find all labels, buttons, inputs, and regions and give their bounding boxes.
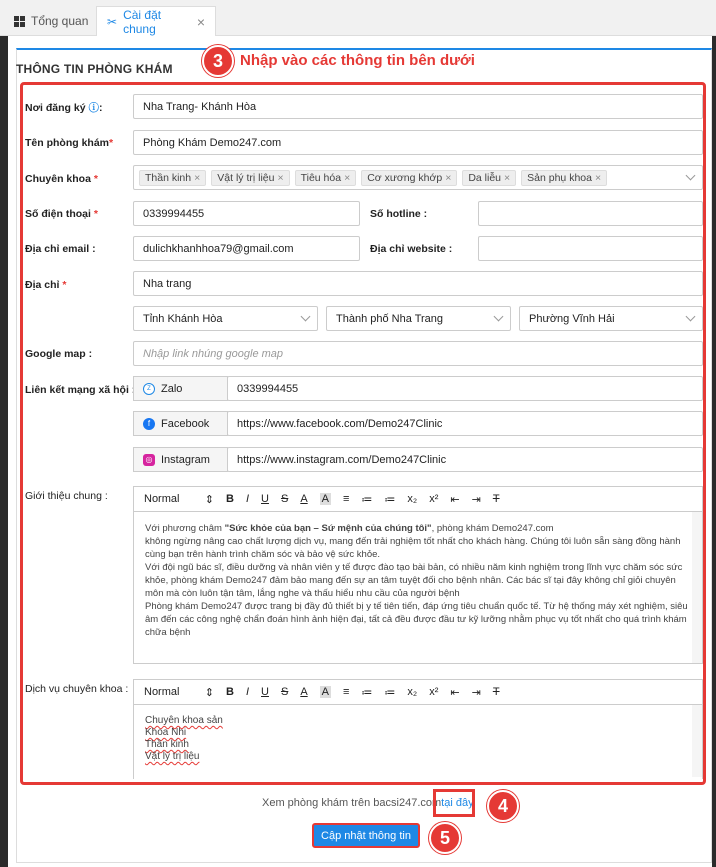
instagram-label: ◎ Instagram	[133, 447, 228, 472]
introduction-editor[interactable]	[133, 486, 703, 664]
facebook-field[interactable]: https://www.facebook.com/Demo247Clinic	[227, 411, 703, 436]
services-content[interactable]	[134, 705, 702, 777]
introduction-label: Giới thiệu chung :	[25, 490, 108, 502]
section-title: THÔNG TIN PHÒNG KHÁM	[16, 62, 173, 76]
specialty-tag: Thần kinh ×	[139, 170, 206, 186]
link-annotation-box	[433, 789, 475, 817]
style-select[interactable]: Normal ⇕	[144, 492, 214, 506]
bold-button[interactable]: B	[226, 686, 234, 698]
specialty-tag: Cơ xương khớp ×	[361, 170, 457, 186]
clinic-name-label: Tên phòng khám*	[25, 137, 114, 149]
outdent-button[interactable]: ⇤	[450, 493, 460, 506]
facebook-icon: f	[143, 418, 155, 430]
tab-overview-label: Tổng quan	[31, 14, 89, 28]
view-clinic-text: Xem phòng khám trên bacsi247.comtại đây.	[262, 797, 476, 809]
service-item: Thần kinh	[145, 739, 189, 750]
facebook-label: f Facebook	[133, 411, 228, 436]
superscript-button[interactable]: x²	[429, 493, 439, 505]
city-value: Thành phố Nha Trang	[336, 312, 444, 325]
ordered-list-button[interactable]: ≔	[361, 686, 373, 699]
editor-toolbar	[134, 680, 702, 705]
align-button[interactable]: ≡	[343, 686, 350, 698]
clinic-name-field[interactable]: Phòng Khám Demo247.com	[133, 130, 703, 155]
scrollbar[interactable]	[692, 512, 702, 663]
chevron-down-icon	[686, 171, 696, 181]
website-field[interactable]	[478, 236, 703, 261]
services-label: Dịch vụ chuyên khoa :	[25, 683, 129, 695]
underline-button[interactable]: U	[261, 493, 269, 505]
strike-button[interactable]: S	[280, 686, 289, 698]
google-map-placeholder: Nhập link nhúng google map	[143, 347, 284, 360]
instagram-field[interactable]: https://www.instagram.com/Demo247Clinic	[227, 447, 703, 472]
step-4-badge: 4	[487, 790, 519, 822]
chevron-down-icon	[686, 312, 696, 322]
ward-value: Phường Vĩnh Hải	[529, 312, 615, 325]
intro-paragraph: không ngừng nâng cao chất lượng dịch vụ, mang đến trải nghiệm tốt nhất cho khách hàng. Chúng tôi luôn sẵn sàng đồng hành cùng bạn trên hành trình chăm sóc và bảo vệ sức khỏe.	[145, 536, 681, 560]
hotline-field[interactable]	[478, 201, 703, 226]
province-select[interactable]	[133, 306, 318, 331]
email-field[interactable]: dulichkhanhhoa79@gmail.com	[133, 236, 360, 261]
service-item: Chuyên khoa sản	[145, 715, 223, 726]
service-item: Khoa Nhi	[145, 727, 187, 738]
align-button[interactable]: ≡	[343, 493, 350, 505]
remove-tag-icon[interactable]: ×	[344, 171, 351, 184]
bullet-list-button[interactable]: ≔	[384, 493, 396, 506]
zalo-label: Z Zalo	[133, 376, 228, 401]
text-color-button[interactable]: A	[300, 493, 308, 505]
italic-button[interactable]: I	[245, 686, 250, 698]
ward-select[interactable]	[519, 306, 703, 331]
indent-button[interactable]: ⇥	[471, 493, 481, 506]
google-map-field[interactable]	[133, 341, 703, 366]
remove-tag-icon[interactable]: ×	[504, 171, 511, 184]
bold-button[interactable]: B	[226, 493, 234, 505]
ordered-list-button[interactable]: ≔	[361, 493, 373, 506]
specialty-select[interactable]	[133, 165, 703, 190]
address-field[interactable]: Nha trang	[133, 271, 703, 296]
zalo-icon: Z	[143, 383, 155, 395]
intro-paragraph: Với đội ngũ bác sĩ, điều dưỡng và nhân viên y tế được đào tạo bài bản, có nhiều năm kinh nghiệm trong lĩnh vực chăm sóc sức khỏe, phòng khám Demo247 đảm bảo mang đến sự an tâm tuyệt đối cho bệnh nhân. Các bác sĩ tại đây không chỉ giỏi chuyên môn mà còn luôn tận tâm, lắng nghe và thấu hiểu nhu cầu của người bệnh	[145, 562, 683, 599]
tab-general-settings[interactable]	[96, 6, 216, 36]
intro-paragraph: Phòng khám Demo247 được trang bị đầy đủ thiết bị y tế tiên tiến, đáp ứng tiêu chuẩn quốc tế. Từ hệ thống máy xét nghiệm, siêu âm đến các công nghệ chẩn đoán hình ảnh hiện đại, tất cả đều được đầu tư kỹ lưỡng nhằm phục vụ tốt nhất cho quá trình khám chữa bệnh	[145, 601, 688, 638]
zalo-field[interactable]: 0339994455	[227, 376, 703, 401]
google-map-label: Google map :	[25, 348, 93, 360]
remove-tag-icon[interactable]: ×	[445, 171, 452, 184]
text-color-button[interactable]: A	[300, 686, 308, 698]
hotline-label: Số hotline :	[370, 208, 428, 220]
tab-bar	[0, 0, 716, 36]
service-item: Vật lý trị liệu	[145, 751, 200, 762]
specialty-tag: Da liễu ×	[462, 170, 516, 186]
indent-button[interactable]: ⇥	[471, 686, 481, 699]
view-clinic-link[interactable]: tại đây.	[441, 797, 476, 809]
phone-label: Số điện thoại *	[25, 208, 98, 220]
scrollbar[interactable]	[692, 705, 702, 777]
specialty-tag: Sản phụ khoa ×	[521, 170, 607, 186]
clear-format-button[interactable]: T	[492, 686, 500, 698]
specialty-tag: Vật lý trị liệu ×	[211, 170, 289, 186]
specialty-tag: Tiêu hóa ×	[295, 170, 357, 186]
website-label: Địa chỉ website :	[370, 243, 453, 255]
clear-format-button[interactable]: T	[492, 493, 500, 505]
bg-color-button[interactable]: A	[321, 686, 329, 698]
tab-general-settings-label: Cài đặt chung	[123, 7, 162, 36]
step-3-text: Nhập vào các thông tin bên dưới	[240, 52, 475, 69]
province-value: Tỉnh Khánh Hòa	[143, 312, 223, 325]
social-label: Liên kết mạng xã hội	[25, 384, 129, 396]
subscript-button[interactable]: x₂	[407, 493, 418, 505]
superscript-button[interactable]: x²	[429, 686, 439, 698]
instagram-icon: ◎	[143, 454, 155, 466]
chevron-down-icon	[301, 312, 311, 322]
info-icon: ⓘ	[88, 102, 99, 114]
tab-overview[interactable]	[4, 6, 98, 36]
style-select[interactable]: Normal ⇕	[144, 685, 214, 699]
specialty-label: Chuyên khoa *	[25, 173, 98, 185]
city-select[interactable]	[326, 306, 511, 331]
phone-field[interactable]: 0339994455	[133, 201, 360, 226]
editor-toolbar	[134, 487, 702, 512]
remove-tag-icon[interactable]: ×	[277, 171, 284, 184]
close-tab-icon[interactable]: ×	[196, 13, 205, 30]
outdent-button[interactable]: ⇤	[450, 686, 460, 699]
dashboard-icon	[14, 16, 25, 27]
update-info-button[interactable]: Cập nhật thông tin	[312, 823, 420, 848]
bullet-list-button[interactable]: ≔	[384, 686, 396, 699]
tools-icon: ✂	[107, 14, 118, 29]
registration-place-label: Nơi đăng ký ⓘ:	[25, 102, 103, 114]
email-label: Địa chỉ email :	[25, 243, 96, 255]
remove-tag-icon[interactable]: ×	[594, 171, 602, 184]
services-editor[interactable]	[133, 679, 703, 779]
bg-color-button[interactable]: A	[321, 493, 329, 505]
underline-button[interactable]: U	[261, 686, 269, 698]
step-3-badge: 3	[202, 45, 234, 77]
step-5-badge: 5	[429, 822, 461, 854]
subscript-button[interactable]: x₂	[407, 686, 418, 698]
strike-button[interactable]: S	[280, 493, 289, 505]
registration-place-field[interactable]: Nha Trang- Khánh Hòa	[133, 94, 703, 119]
address-label: Địa chỉ *	[25, 279, 67, 291]
italic-button[interactable]: I	[245, 493, 250, 505]
introduction-content[interactable]	[134, 512, 702, 663]
intro-paragraph: Với phương châm "Sức khỏe của bạn – Sứ mệnh của chúng tôi", phòng khám Demo247.com	[145, 523, 554, 534]
remove-tag-icon[interactable]: ×	[194, 171, 201, 184]
chevron-down-icon	[494, 312, 504, 322]
